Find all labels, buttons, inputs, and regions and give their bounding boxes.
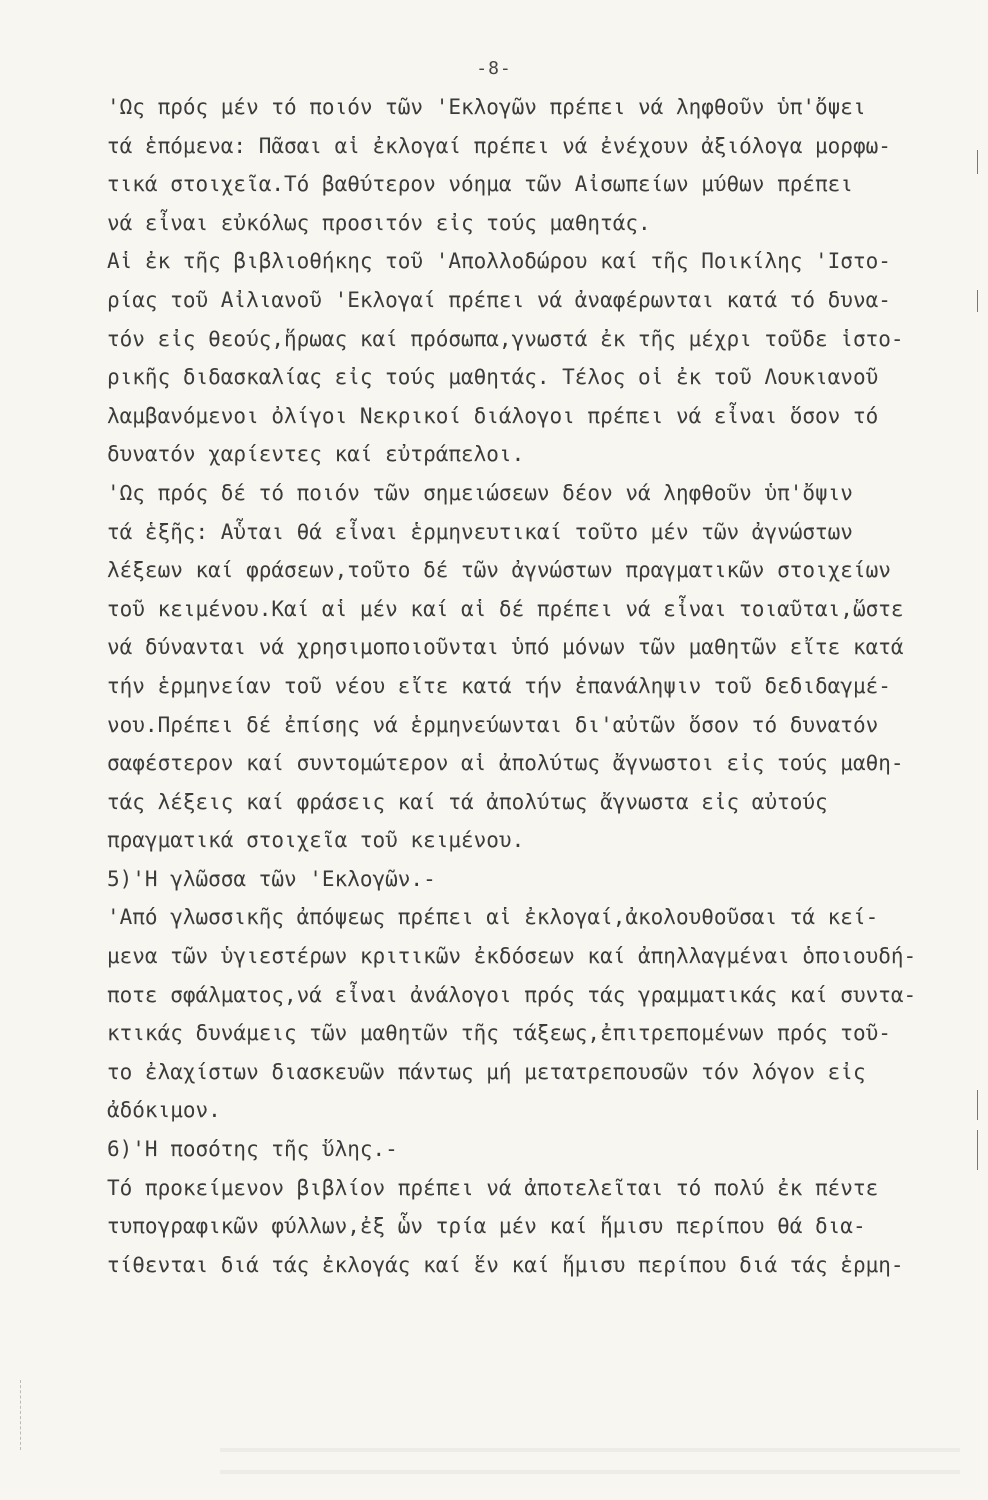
left-margin-bleed: [20, 1380, 33, 1450]
text-line: ρίας τοῦ Αἰλιανοῦ 'Εκλογαί πρέπει νά ἀναφέρωνται κατά τό δυνα-: [107, 287, 891, 312]
text-line: σαφέστερον καί συντομώτερον αἱ ἀπολύτως ἄγνωστοι εἰς τούς μαθη-: [107, 751, 904, 776]
text-line: δυνατόν χαρίεντες καί εὐτράπελοι.: [107, 442, 525, 467]
text-line: μενα τῶν ὑγιεστέρων κριτικῶν ἐκδόσεων καί ἀπηλλαγμέναι ὁποιουδή-: [107, 944, 917, 969]
text-line: τόν εἰς θεούς,ἥρωας καί πρόσωπα,γνωστά ἐκ τῆς μέχρι τοῦδε ἱστο-: [107, 326, 904, 351]
page-number: -8-: [476, 58, 512, 79]
text-line: ποτε σφάλματος,νά εἶναι ἀνάλογοι πρός τάς γραμματικάς καί συντα-: [107, 982, 917, 1007]
bleed-through-shadow: [220, 1430, 960, 1492]
document-body: [107, 88, 977, 1284]
text-line: τήν ἑρμηνείαν τοῦ νέου εἴτε κατά τήν ἐπανάληψιν τοῦ δεδιδαγμέ-: [107, 673, 891, 698]
text-line: 'Ως πρός μέν τό ποιόν τῶν 'Εκλογῶν πρέπει νά ληφθοῦν ὑπ'ὄψει: [107, 95, 866, 119]
text-line: ἀδόκιμον.: [107, 1098, 221, 1123]
text-line: 'Από γλωσσικῆς ἀπόψεως πρέπει αἱ ἐκλογαί,ἀκολουθοῦσαι τά κεί-: [107, 905, 879, 930]
text-line: λέξεων καί φράσεων,τοῦτο δέ τῶν ἀγνώστων πραγματικῶν στοιχείων: [107, 558, 891, 583]
text-line: 5)'Η γλῶσσα τῶν 'Εκλογῶν.-: [107, 866, 436, 891]
text-line: λαμβανόμενοι ὀλίγοι Νεκρικοί διάλογοι πρέπει νά εἶναι ὅσον τό: [107, 403, 879, 428]
margin-rule-mark: [977, 1090, 978, 1120]
text-line: τίθενται διά τάς ἐκλογάς καί ἕν καί ἥμισυ περίπου διά τάς ἑρμη-: [107, 1252, 904, 1277]
text-line: τοῦ κειμένου.Καί αἱ μέν καί αἱ δέ πρέπει νά εἶναι τοιαῦται,ὥστε: [107, 596, 904, 621]
text-line: Αἱ ἐκ τῆς βιβλιοθήκης τοῦ 'Απολλοδώρου καί τῆς Ποικίλης 'Ιστο-: [107, 249, 891, 274]
text-line: τά ἑξῆς: Αὗται θά εἶναι ἑρμηνευτικαί τοῦτο μέν τῶν ἀγνώστων: [107, 519, 853, 544]
text-line: νά δύνανται νά χρησιμοποιοῦνται ὑπό μόνων τῶν μαθητῶν εἴτε κατά: [107, 635, 904, 660]
text-line: Τό προκείμενον βιβλίον πρέπει νά ἀποτελεῖται τό πολύ ἐκ πέντε: [107, 1175, 879, 1200]
text-line: πραγματικά στοιχεῖα τοῦ κειμένου.: [107, 828, 525, 853]
text-line: νά εἶναι εὐκόλως προσιτόν εἰς τούς μαθητάς.: [107, 210, 651, 235]
text-line: νου.Πρέπει δέ ἐπίσης νά ἑρμηνεύωνται δι'αὐτῶν ὅσον τό δυνατόν: [107, 712, 879, 737]
margin-rule-mark: [977, 150, 978, 174]
margin-rule-mark: [977, 1130, 978, 1170]
margin-rule-mark: [977, 290, 978, 312]
text-line: τικά στοιχεῖα.Τό βαθύτερον νόημα τῶν Αἰσωπείων μύθων πρέπει: [107, 172, 853, 197]
text-line: τά ἑπόμενα: Πᾶσαι αἱ ἐκλογαί πρέπει νά ἐνέχουν ἀξιόλογα μορφω-: [107, 133, 891, 158]
text-line: 'Ως πρός δέ τό ποιόν τῶν σημειώσεων δέον νά ληφθοῦν ὑπ'ὄψιν: [107, 480, 853, 505]
text-line: τυπογραφικῶν φύλλων,ἐξ ὧν τρία μέν καί ἥμισυ περίπου θά δια-: [107, 1214, 866, 1239]
text-line: το ἐλαχίστων διασκευῶν πάντως μή μετατρεπουσῶν τόν λόγον εἰς: [107, 1059, 866, 1084]
text-line: κτικάς δυνάμεις τῶν μαθητῶν τῆς τάξεως,ἐπιτρεπομένων πρός τοῦ-: [107, 1021, 891, 1046]
text-line: ρικῆς διδασκαλίας εἰς τούς μαθητάς. Τέλος οἱ ἐκ τοῦ Λουκιανοῦ: [107, 365, 879, 390]
text-line: τάς λέξεις καί φράσεις καί τά ἀπολύτως ἄγνωστα εἰς αὐτούς: [107, 789, 828, 814]
text-line: 6)'Η ποσότης τῆς ὕλης.-: [107, 1137, 398, 1162]
